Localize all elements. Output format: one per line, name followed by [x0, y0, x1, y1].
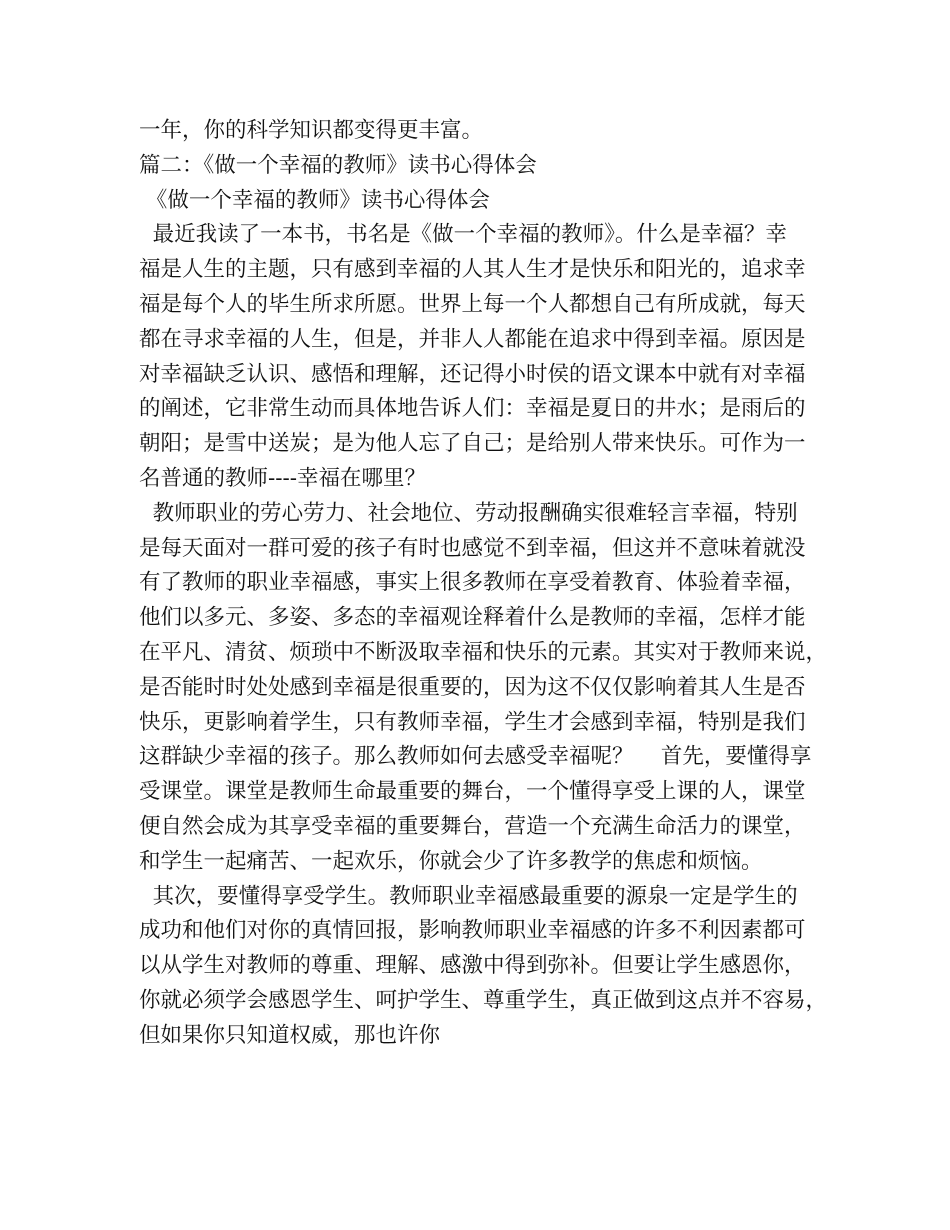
- text-line: 名普通的教师----幸福在哪里？: [139, 465, 427, 491]
- text-line: 一年，你的科学知识都变得更丰富。: [139, 118, 484, 143]
- text-line: 是每天面对一群可爱的孩子有时也感觉不到幸福，但这并不意味着就没: [139, 535, 806, 561]
- text-line: 是否能时时处处感到幸福是很重要的，因为这不仅仅影响着其人生是否: [139, 674, 806, 700]
- text-line: 在平凡、清贫、烦琐中不断汲取幸福和快乐的元素。其实对于教师来说，: [139, 639, 828, 665]
- document-body: [139, 114, 828, 1054]
- text-line: 这群缺少幸福的孩子。那么教师如何去感受幸福呢？ 首先，要懂得享: [139, 744, 812, 770]
- text-line: 最近我读了一本书，书名是《做一个幸福的教师》。什么是幸福？幸: [139, 222, 787, 248]
- text-line: 和学生一起痛苦、一起欢乐，你就会少了许多教学的焦虑和烦恼。: [139, 848, 763, 874]
- text-line: 有了教师的职业幸福感，事实上很多教师在享受着教育、体验着幸福，: [139, 570, 806, 596]
- section-heading: 篇二：《做一个幸福的教师》读书心得体会: [139, 152, 537, 178]
- text-line: 你就必须学会感恩学生、呵护学生、尊重学生，真正做到这点并不容易，: [139, 987, 828, 1013]
- text-line: 其次，要懂得享受学生。教师职业幸福感最重要的源泉一定是学生的: [139, 883, 798, 909]
- text-line: 都在寻求幸福的人生，但是，并非人人都能在追求中得到幸福。原因是: [139, 326, 806, 352]
- text-line: 朝阳；是雪中送炭；是为他人忘了自己；是给别人带来快乐。可作为一: [139, 431, 806, 457]
- text-line: 成功和他们对你的真情回报，影响教师职业幸福感的许多不利因素都可: [139, 918, 806, 944]
- text-line: 受课堂。课堂是教师生命最重要的舞台，一个懂得享受上课的人，课堂: [139, 779, 806, 805]
- text-line: 快乐，更影响着学生，只有教师幸福，学生才会感到幸福，特别是我们: [139, 709, 806, 735]
- text-line: 教师职业的劳心劳力、社会地位、劳动报酬确实很难轻言幸福，特别: [139, 500, 798, 526]
- text-line: 福是人生的主题，只有感到幸福的人其人生才是快乐和阳光的，追求幸: [139, 257, 806, 283]
- text-line: 便自然会成为其享受幸福的重要舞台，营造一个充满生命活力的课堂，: [139, 813, 806, 839]
- text-line: 对幸福缺乏认识、感悟和理解，还记得小时侯的语文课本中就有对幸福: [139, 361, 806, 387]
- text-line: 的阐述，它非常生动而具体地告诉人们：幸福是夏日的井水；是雨后的: [139, 396, 806, 422]
- text-line: 他们以多元、多姿、多态的幸福观诠释着什么是教师的幸福，怎样才能: [139, 605, 806, 631]
- text-line: 以从学生对教师的尊重、理解、感激中得到弥补。但要让学生感恩你，: [139, 953, 806, 979]
- article-title: 《做一个幸福的教师》读书心得体会: [139, 187, 490, 213]
- text-line: 但如果你只知道权威，那也许你: [139, 1022, 441, 1048]
- text-line: 福是每个人的毕生所求所愿。世界上每一个人都想自己有所成就，每天: [139, 291, 806, 317]
